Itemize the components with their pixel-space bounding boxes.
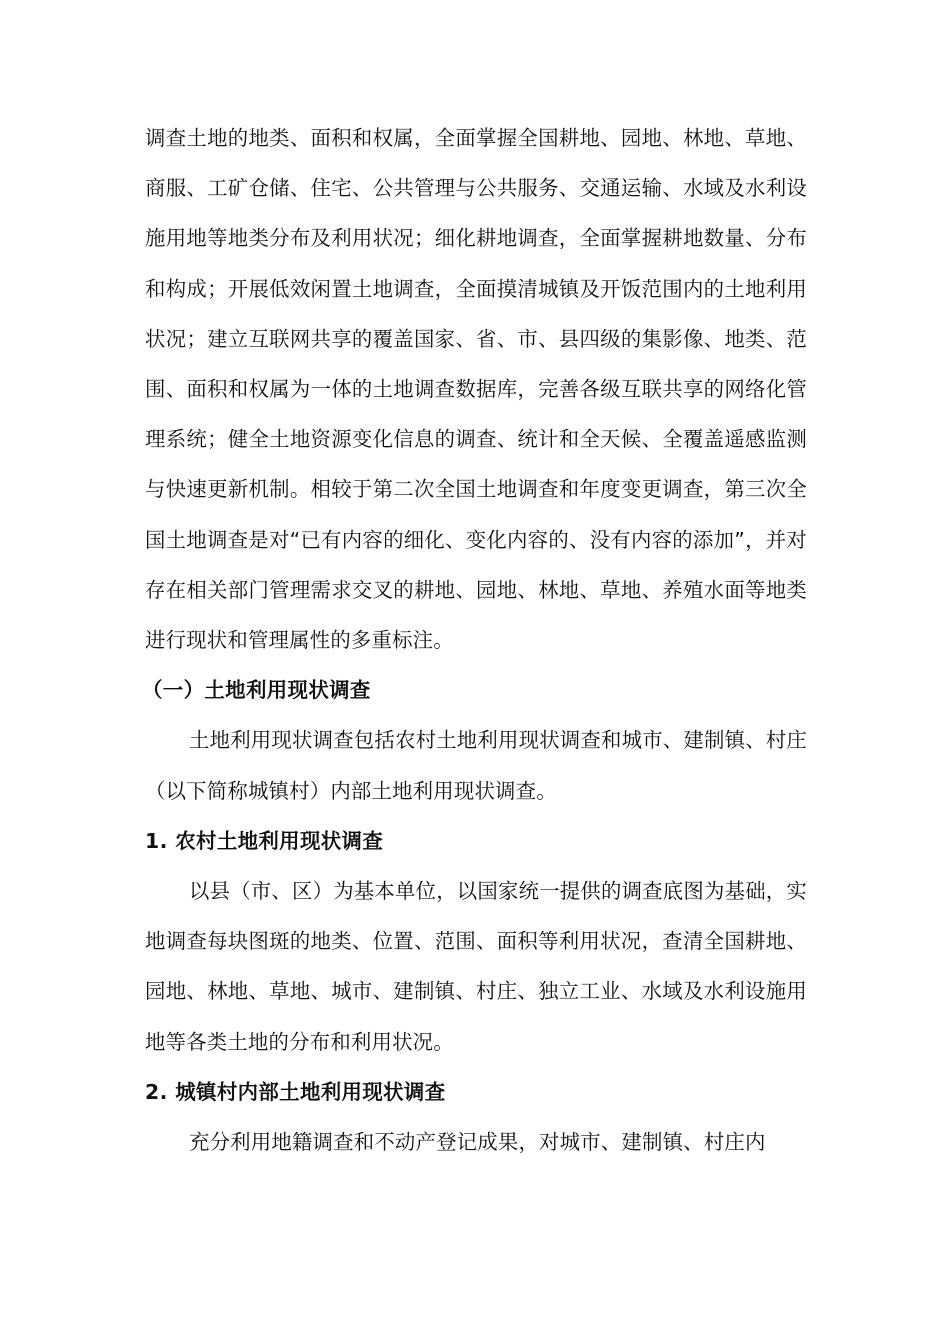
- section-heading-land-use-survey: （一）土地利用现状调查: [142, 678, 371, 703]
- document-body: [142, 113, 807, 1167]
- body-paragraph-continued: 调查土地的地类、面积和权属，全面掌握全国耕地、园地、林地、草地、商服、工矿仓储、住宅、公共管理与公共服务、交通运输、水域及水利设施用地等地类分布及利用状况；细化耕地调查，全面掌握耕地数量、分布和构成；开展低效闲置土地调查，全面摸清城镇及开饭范围内的土地利用状况；建立互联网共享的覆盖国家、省、市、县四级的集影像、地类、范围、面积和权属为一体的土地调查数据库，完善各级互联共享的网络化管理系统；健全土地资源变化信息的调查、统计和全天候、全覆盖遥感监测与快速更新机制。相较于第二次全国土地调查和年度变更调查，第三次全国土地调查是对“已有内容的细化、变化内容的、没有内容的添加”，并对存在相关部门管理需求交叉的耕地、园地、林地、草地、养殖水面等地类进行现状和管理属性的多重标注。: [145, 126, 807, 653]
- subsection-paragraph-rural: 以县（市、区）为基本单位，以国家统一提供的调查底图为基础，实地调查每块图斑的地类、位置、范围、面积等利用状况，查清全国耕地、园地、林地、草地、城市、建制镇、村庄、独立工业、水域及水利设施用地等各类土地的分布和利用状况。: [145, 879, 807, 1054]
- subsection-paragraph-urban-village: 充分利用地籍调查和不动产登记成果，对城市、建制镇、村庄内: [189, 1130, 766, 1155]
- section-intro-paragraph: 土地利用现状调查包括农村土地利用现状调查和城市、建制镇、村庄（以下简称城镇村）内部土地利用现状调查。: [145, 728, 807, 803]
- subsection-heading-rural: 1. 农村土地利用现状调查: [145, 828, 384, 853]
- subsection-heading-urban-village: 2. 城镇村内部土地利用现状调查: [145, 1079, 446, 1104]
